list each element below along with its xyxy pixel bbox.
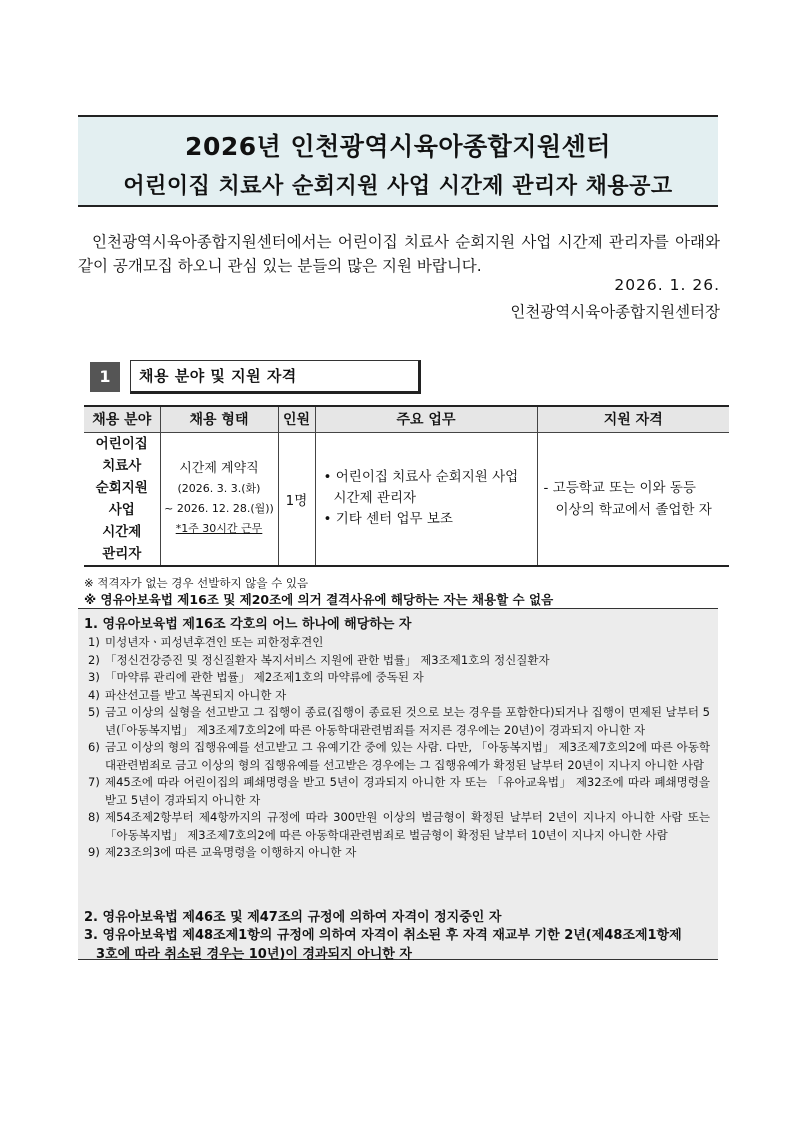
field-line: 어린이집 (95, 435, 148, 452)
item-text: 파산선고를 받고 복권되지 아니한 자 (105, 687, 287, 702)
item-text: 「마약류 관리에 관한 법률」 제2조제1호의 마약류에 중독된 자 (105, 670, 424, 684)
field-line: 사업 (108, 501, 135, 518)
qualification-line: 이상의 학교에서 졸업한 자 (555, 501, 712, 518)
list-item (88, 809, 710, 844)
duty-line: 시간제 관리자 (333, 490, 417, 507)
item-text: 금고 이상의 실형을 선고받고 그 집행이 종료(집행이 종료된 것으로 보는 경우를 포함한다)되거나 집행이 면제된 날부터 5년(「아동복지법」 제3조제7호의2에 따른 아동학대관련범죄를 저지른 경우에는 20년)이 경과되지 아니한 자 (105, 705, 710, 737)
cell-type (160, 432, 278, 566)
intro (78, 230, 720, 321)
item-text: 제54조제2항부터 제4항까지의 규정에 따라 300만원 이상의 벌금형이 확정된 날부터 2년이 지나지 아니한 사람 또는 「아동복지법」 제3조제7호의2에 따른 아동학대관련범죄로 벌금형이 확정된 날부터 10년이 지나지 아니한 사람 (105, 810, 710, 842)
notice-date: 2026. 1. 26. (614, 276, 720, 294)
table-row (84, 432, 729, 566)
cell-qualification (537, 432, 729, 566)
weekly-hours: *1주 30시간 근무 (175, 521, 263, 535)
header-count: 인원 (278, 406, 315, 432)
list-item (88, 739, 710, 774)
cell-field (84, 432, 160, 566)
duty-line: • 기타 센터 업무 보조 (323, 511, 453, 528)
item-text: 「정신건강증진 및 정신질환자 복지서비스 지원에 관한 법률」 제3조제1호의 정신질환자 (105, 652, 550, 667)
intro-paragraph: 인천광역시육아종합지원센터에서는 어린이집 치료사 순회지원 사업 시간제 관리자를 아래와 같이 공개모집 하오니 관심 있는 분들의 많은 지원 바랍니다. (78, 233, 720, 275)
employment-type: 시간제 계약직 (179, 460, 259, 476)
header-duties: 주요 업무 (315, 406, 537, 432)
list-item (88, 669, 710, 687)
item-number: 8) (88, 810, 100, 824)
item-text: 금고 이상의 형의 집행유예를 선고받고 그 유예기간 중에 있는 사람. 다만, 「아동복지법」 제3조제7호의2에 따른 아동학대관련범죄로 금고 이상의 형의 집행유예를 선고받은 경우에는 그 집행유예가 확정된 날부터 20년이 지나지 아니한 사람 (105, 740, 710, 772)
header-field: 채용 분야 (84, 406, 160, 432)
table-header-row (84, 406, 729, 432)
period-end: ~ 2026. 12. 28.(월)) (164, 501, 274, 515)
item-number: 7) (88, 775, 100, 789)
item-number: 3) (88, 670, 100, 684)
list-item (88, 634, 710, 652)
title-box (78, 115, 718, 207)
field-line: 치료사 (102, 457, 142, 474)
cell-duties (315, 432, 537, 566)
heading-3-line: 3. 영유아보육법 제48조제1항의 규정에 의하여 자격이 취소된 후 자격 재교부 기한 2년(제48조제1항제 (84, 928, 682, 943)
disqualification-box (78, 608, 718, 960)
section-number: 1 (90, 362, 120, 392)
item-number: 4) (88, 687, 100, 702)
issuing-organization: 인천광역시육아종합지원센터장 (510, 303, 720, 321)
recruitment-table (84, 405, 729, 567)
disqualification-heading-3 (84, 926, 714, 964)
section-title: 채용 분야 및 지원 자격 (130, 360, 421, 394)
item-number: 9) (88, 845, 100, 859)
page-title: 2026년 인천광역시육아종합지원센터 (185, 132, 611, 161)
disqualification-heading-1: 1. 영유아보육법 제16조 각호의 어느 하나에 해당하는 자 (84, 617, 412, 632)
item-number: 1) (88, 635, 100, 649)
list-item (88, 704, 710, 739)
heading-3-line: 3호에 따라 취소된 경우는 10년)이 경과되지 아니한 자 (96, 947, 412, 962)
item-text: 제23조의3에 따른 교육명령을 이행하지 아니한 자 (105, 845, 357, 859)
cell-count: 1명 (278, 432, 315, 566)
item-text: 미성년자ㆍ피성년후견인 또는 피한정후견인 (105, 635, 324, 649)
field-line: 순회지원 (95, 479, 148, 496)
disqualification-list (88, 634, 710, 862)
list-item (88, 687, 710, 705)
item-text: 제45조에 따라 어린이집의 폐쇄명령을 받고 5년이 경과되지 아니한 자 또는 「유아교육법」 제32조에 따라 폐쇄명령을 받고 5년이 경과되지 아니한 자 (105, 775, 710, 807)
item-number: 6) (88, 740, 100, 754)
notes (84, 576, 724, 608)
list-item (88, 652, 710, 670)
qualification-line: - 고등학교 또는 이와 동등 (543, 479, 696, 496)
field-line: 시간제 (102, 523, 142, 540)
note-disqualification: ※ 영유아보육법 제16조 및 제20조에 의거 결격사유에 해당하는 자는 채용할 수 없음 (84, 592, 554, 607)
period-start: (2026. 3. 3.(화) (177, 481, 261, 495)
header-type: 채용 형태 (160, 406, 278, 432)
item-number: 2) (88, 652, 100, 667)
page-subtitle: 어린이집 치료사 순회지원 사업 시간제 관리자 채용공고 (123, 174, 673, 199)
duty-line: • 어린이집 치료사 순회지원 사업 (323, 469, 519, 486)
list-item (88, 844, 710, 862)
list-item (88, 774, 710, 809)
disqualification-heading-2: 2. 영유아보육법 제46조 및 제47조의 규정에 의하여 자격이 정지중인 자 (84, 910, 502, 925)
header-qualification: 지원 자격 (537, 406, 729, 432)
item-number: 5) (88, 705, 100, 719)
field-line: 관리자 (102, 545, 142, 562)
note-selection: ※ 적격자가 없는 경우 선발하지 않을 수 있음 (84, 576, 309, 590)
